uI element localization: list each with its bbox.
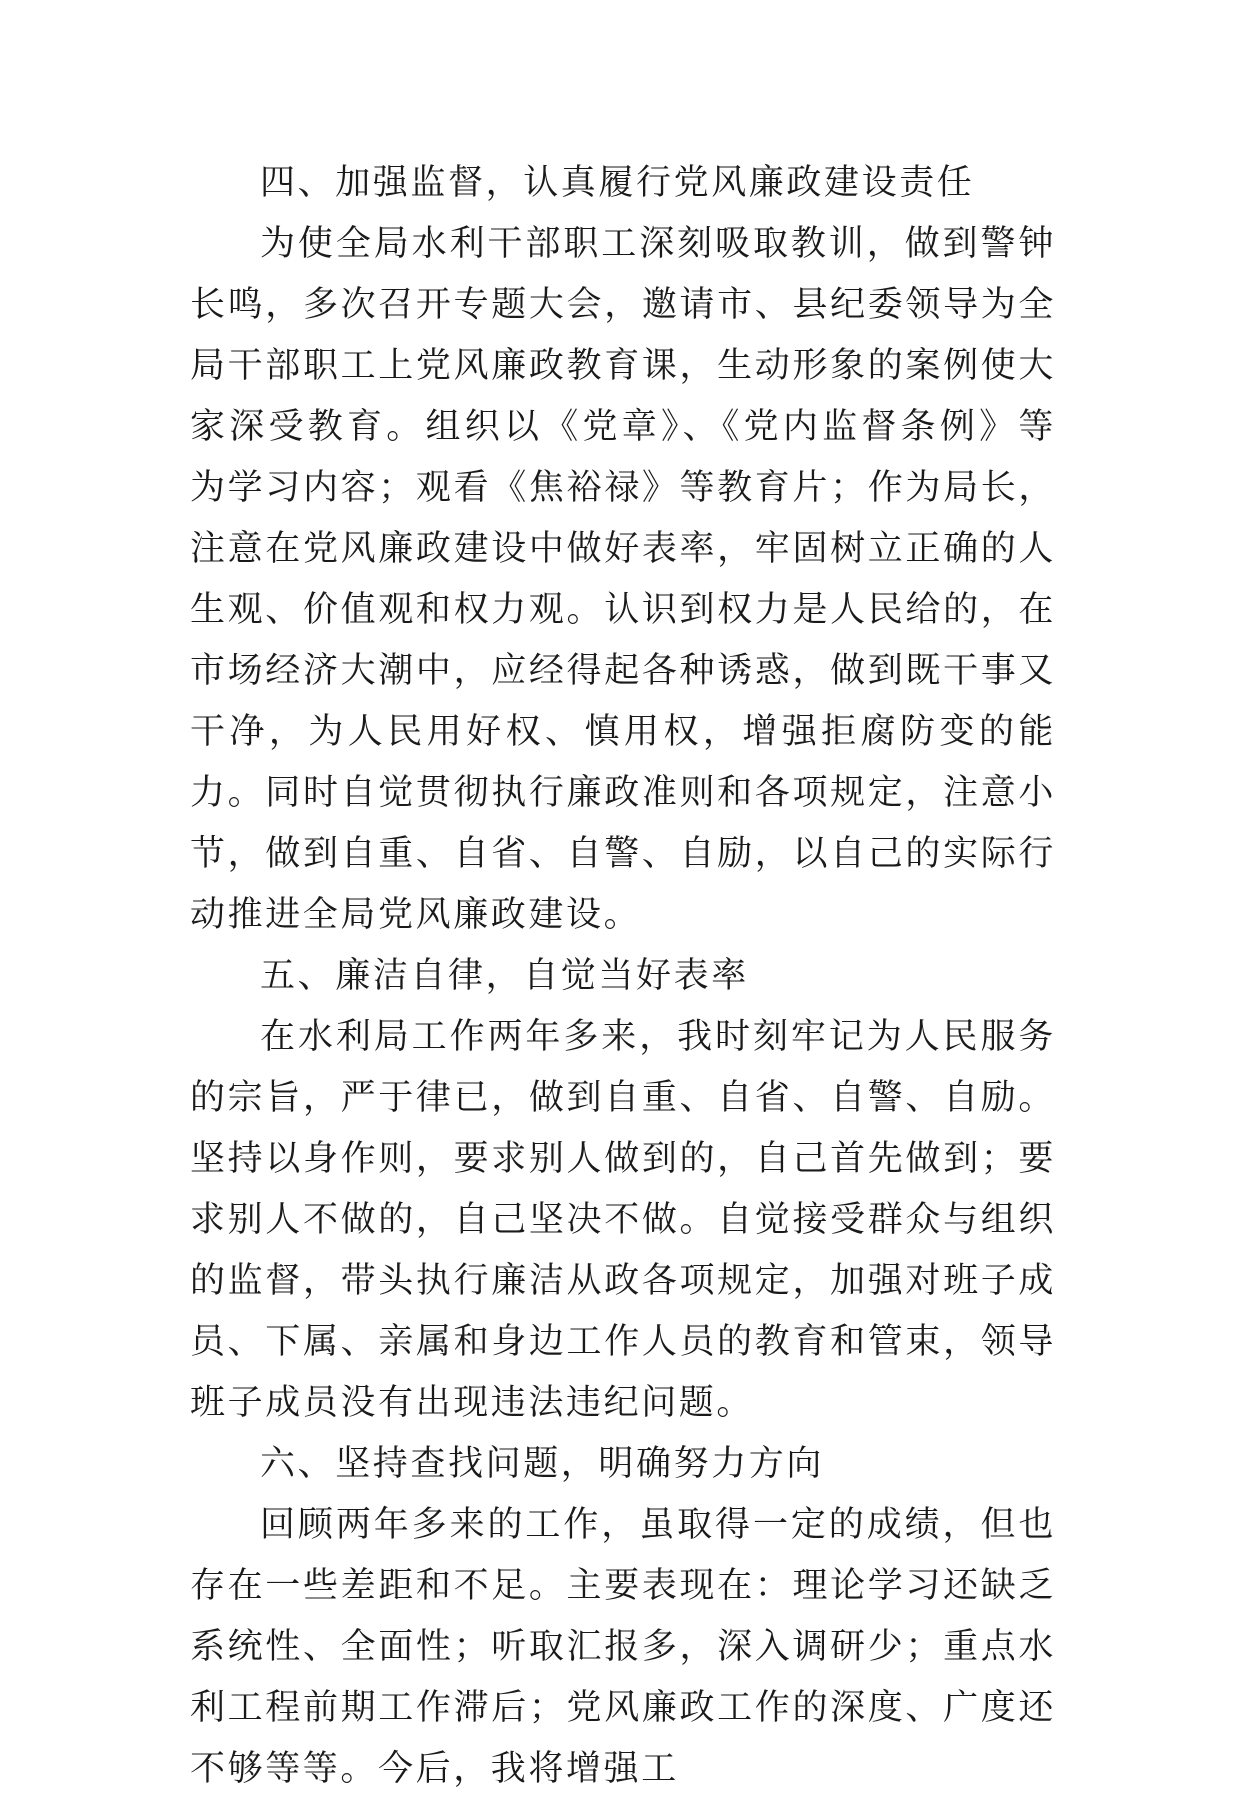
paragraph-problems: 回顾两年多来的工作，虽取得一定的成绩，但也存在一些差距和不足。主要表现在：理论学习还缺乏系统性、全面性；听取汇报多，深入调研少；重点水利工程前期工作滞后；党风廉政工作的深度、广度还不够等等。今后，我将增强工	[190, 1505, 1056, 1789]
section-heading-5: 五、廉洁自律，自觉当好表率	[260, 956, 749, 996]
section-heading-4: 四、加强监督，认真履行党风廉政建设责任	[260, 163, 975, 203]
document-body	[190, 153, 1056, 1800]
paragraph-supervision: 为使全局水利干部职工深刻吸取教训，做到警钟长鸣，多次召开专题大会，邀请市、县纪委领导为全局干部职工上党风廉政教育课，生动形象的案例使大家深受教育。组织以《党章》、《党内监督条例》等为学习内容；观看《焦裕禄》等教育片；作为局长，注意在党风廉政建设中做好表率，牢固树立正确的人生观、价值观和权力观。认识到权力是人民给的，在市场经济大潮中，应经得起各种诱惑，做到既干事又干净，为人民用好权、慎用权，增强拒腐防变的能力。同时自觉贯彻执行廉政准则和各项规定，注意小节，做到自重、自省、自警、自励，以自己的实际行动推进全局党风廉政建设。	[190, 224, 1056, 935]
paragraph-self-discipline: 在水利局工作两年多来，我时刻牢记为人民服务的宗旨，严于律已，做到自重、自省、自警、自励。坚持以身作则，要求别人做到的，自己首先做到；要求别人不做的，自己坚决不做。自觉接受群众与组织的监督，带头执行廉洁从政各项规定，加强对班子成员、下属、亲属和身边工作人员的教育和管束，领导班子成员没有出现违法违纪问题。	[190, 1017, 1056, 1423]
section-heading-6: 六、坚持查找问题，明确努力方向	[260, 1444, 825, 1484]
